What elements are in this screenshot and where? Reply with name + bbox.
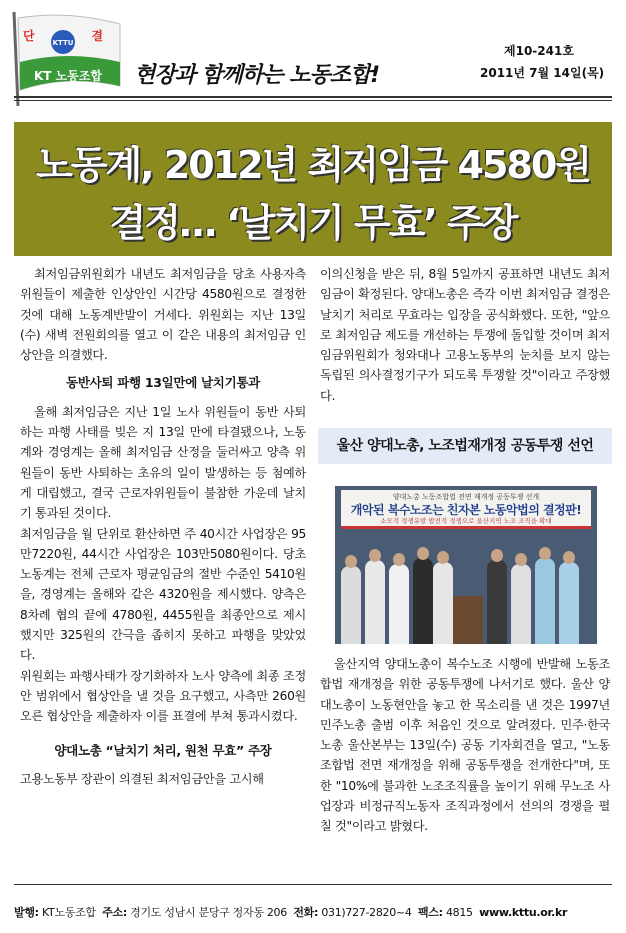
person-head xyxy=(437,551,449,564)
right-column-top xyxy=(320,264,610,406)
phone: 031)727-2820~4 xyxy=(321,906,412,919)
photo-banner-main: 개악된 복수노조는 친자본 노동악법의 결정판! xyxy=(350,503,582,517)
person-figure xyxy=(487,560,507,644)
right-column-bottom xyxy=(320,654,610,837)
article-paragraph: 이의신청을 받은 뒤, 8월 5일까지 공표하면 내년도 최저임금이 확정된다. 양대노총은 즉각 이번 최저임금 결정은 날치기 처리로 무효라는 입장을 공식화했다. 또한, "앞으로 최저임금 제도를 개선하는 투쟁에 돌입할 것이며 최저임금위원회가 청와대나 고용노동부의 눈치를 보지 않는 독립된 의사결정기구가 되도록 투쟁할 것"이라고 주장했다. xyxy=(320,267,610,403)
article-subhead: 동반사퇴 파행 13일만에 날치기통과 xyxy=(66,375,260,391)
issue-date: 2011년 7월 14일(목) xyxy=(480,66,605,80)
article-paragraph: 고용노동부 장관이 의결된 최저임금안을 고시해 xyxy=(20,771,264,786)
person-figure xyxy=(341,566,361,644)
person-head xyxy=(515,553,527,566)
slogan: 현장과 함께하는 노동조합! xyxy=(134,63,380,88)
person-head xyxy=(491,549,503,562)
person-head xyxy=(393,553,405,566)
footer xyxy=(14,904,612,920)
publisher-label: 발행: xyxy=(14,906,39,919)
photo-banner-top: 양대노총 노동조합법 전면 재개정 공동투쟁 선개 xyxy=(392,493,540,501)
person-figure xyxy=(559,562,579,644)
footer-rule xyxy=(14,884,612,885)
address: 경기도 성남시 분당구 정자동 206 xyxy=(130,906,287,919)
article-subhead: 양대노총 “날치기 처리, 원천 무효” 주장 xyxy=(54,742,272,758)
podium xyxy=(453,596,483,644)
fax: 4815 xyxy=(445,906,473,919)
article-paragraph: 올해 최저임금은 지난 1일 노사 위원들이 동반 사퇴하는 파행 사태를 빚은 지 13일 만에 타결됐으나, 노동계와 경영계는 올해 최저임금 산정을 둘러싸고 양측 위원들이 동반 사퇴하는 초유의 일이 발생하는 등 첨예하게 대립했고, 결국 근로자위원들이 불참한 가운데 날치기 통과된 것이다. xyxy=(20,404,306,521)
website-link[interactable]: www.kttu.or.kr xyxy=(479,906,568,919)
headline-line1: 노동계, 2012년 최저임금 4580원 xyxy=(35,143,591,187)
fax-label: 팩스: xyxy=(417,906,443,919)
article-paragraph: 위원회는 파행사태가 장기화하자 노사 양측에 최종 조정안 범위에서 협상안을 낼 것을 요구했고, 사측만 260원 오른 협상안을 제출하자 이를 표결에 부쳐 통과시켰다. xyxy=(20,668,306,724)
header-rule-thin xyxy=(14,100,612,101)
phone-label: 전화: xyxy=(293,906,319,919)
person-figure xyxy=(511,564,531,644)
left-column xyxy=(20,264,306,789)
person-head xyxy=(563,551,575,564)
flag-slogan: 단 결 xyxy=(23,29,103,43)
publisher: KT노동조합 xyxy=(41,906,96,919)
photo-banner xyxy=(341,490,591,529)
person-figure xyxy=(413,558,433,644)
union-flag-logo xyxy=(8,10,126,108)
person-figure xyxy=(389,564,409,644)
issue-number: 제10-241호 xyxy=(504,44,574,58)
headline-banner xyxy=(14,122,612,256)
headline-line2: 결정… ‘날치기 무효’ 주장 xyxy=(109,201,517,245)
person-head xyxy=(417,547,429,560)
press-conference-photo xyxy=(335,486,597,644)
person-figure xyxy=(365,560,385,644)
flag-badge: KTTU xyxy=(52,39,74,47)
box-title: 울산 양대노총, 노조법재개정 공동투쟁 선언 xyxy=(318,428,612,464)
article-paragraph: 울산지역 양대노총이 복수노조 시행에 반발해 노동조합법 재개정을 위한 공동투쟁에 나서기로 했다. 울산 양대노총이 노동현안을 놓고 한 목소리를 낸 것은 1997년 민주노총 출범 이후 처음인 것으로 알려졌다. 민주·한국노총 울산본부는 13일(수) 공동 기자회견을 열고, "노동조합법 전면 재개정을 위해 공동투쟁을 전개한다"며, 또한 "10%에 불과한 노조조직률을 높이기 위해 무노조 사업장과 비정규직노동자 조직과정에서 선의의 경쟁을 펼칠 것"이라고 밝혔다. xyxy=(320,657,610,834)
article-paragraph: 최저임금위원회가 내년도 최저임금을 당초 사용자측 위원들이 제출한 인상안인 시간당 4580원으로 결정한 것에 대해 노동계반발이 거세다. 위원회는 지난 13일(수) 새벽 전원회의를 열고 이 같은 내용의 최저임금 인상안을 의결했다. xyxy=(20,267,306,363)
article-paragraph: 최저임금을 월 단위로 환산하면 주 40시간 사업장은 95만7220원, 44시간 사업장은 103만5080원이다. 당초 노동계는 전체 근로자 평균임금의 절반 수준인 5410원을, 경영계는 올해와 같은 4320원을 제시했다. 양측은 8차례 협의 끝에 4780원, 4455원을 최종안으로 제시했지만 325원의 간극을 좁히지 못하고 파행을 맞았었다. xyxy=(20,526,306,663)
photo-banner-sub: 소모적 경쟁유발 발전적 경쟁으로 울산지역 노조 조직을 확대 xyxy=(380,517,552,525)
person-head xyxy=(539,547,551,560)
flag-name: KT 노동조합 xyxy=(33,69,103,83)
person-figure xyxy=(535,558,555,644)
address-label: 주소: xyxy=(102,906,127,919)
person-head xyxy=(345,555,357,568)
header-rule xyxy=(14,96,612,98)
person-head xyxy=(369,549,381,562)
person-figure xyxy=(433,562,453,644)
